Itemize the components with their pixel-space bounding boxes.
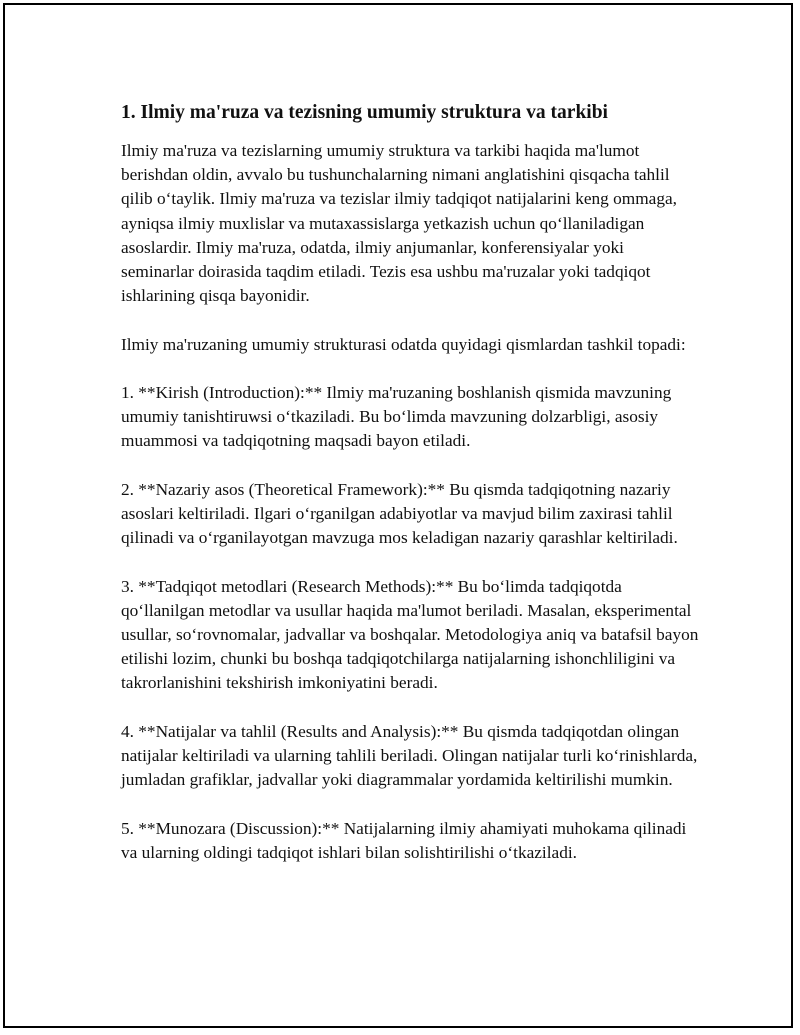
paragraph-discussion: 5. **Munozara (Discussion):** Natijalarning ilmiy ahamiyati muhokama qilinadi va ularning oldingi tadqiqot ishlari bilan solishtirilishi oʻtkaziladi. [121,818,687,862]
paragraph-intro: Ilmiy ma'ruza va tezislarning umumiy struktura va tarkibi haqida ma'lumot berishdan oldin, avvalo bu tushunchalarning nimani anglatishini qisqacha tahlil qilib oʻtaylik. Ilmiy ma'ruza va tezislar ilmiy tadqiqot natijalarini keng ommaga, ayniqsa ilmiy muxlislar va mutaxassislarga yetkazish uchun qoʻllaniladigan asoslardir. Ilmiy ma'ruza, odatda, ilmiy anjumanlar, konferensiyalar yoki seminarlar doirasida taqdim etiladi. Tezis esa ushbu ma'ruzalar yoki tadqiqot ishlarining qisqa bayonidir. [121,141,677,306]
section-heading: 1. Ilmiy ma'ruza va tezisning umumiy struktura va tarkibi [121,102,608,123]
paragraph-research-methods: 3. **Tadqiqot metodlari (Research Methods):** Bu boʻlimda tadqiqotda qoʻllanilgan metodlar va usullar haqida ma'lumot beriladi. Masalan, eksperimental usullar, soʻrovnomalar, jadvallar va boshqalar. Metodologiya aniq va batafsil bayon etilishi lozim, chunki bu boshqa tadqiqotchilarga natijalarning ishonchliligini va takrorlanishini tekshirish imkoniyatini beradi. [121,576,699,693]
paragraph-introduction: 1. **Kirish (Introduction):** Ilmiy ma'ruzaning boshlanish qismida mavzuning umumiy tanishtiruwsi oʻtkaziladi. Bu boʻlimda mavzuning dolzarbligi, asosiy muammosi va tadqiqotning maqsadi bayon etiladi. [121,383,672,451]
paragraph-structure-lead: Ilmiy ma'ruzaning umumiy strukturasi odatda quyidagi qismlardan tashkil topadi: [121,334,686,354]
page-frame [3,3,793,1028]
paragraph-results-analysis: 4. **Natijalar va tahlil (Results and Analysis):** Bu qismda tadqiqotdan olingan natijalar keltiriladi va ularning tahlili beriladi. Olingan natijalar turli koʻrinishlarda, jumladan grafiklar, jadvallar yoki diagrammalar yordamida keltirilishi mumkin. [121,721,698,790]
document-body [121,101,701,865]
paragraph-theoretical-framework: 2. **Nazariy asos (Theoretical Framework):** Bu qismda tadqiqotning nazariy asoslari keltiriladi. Ilgari oʻrganilgan adabiyotlar va mavjud bilim zaxirasi tahlil qilinadi va oʻrganilayotgan mavzuga mos keladigan nazariy qarashlar keltiriladi. [121,479,678,548]
